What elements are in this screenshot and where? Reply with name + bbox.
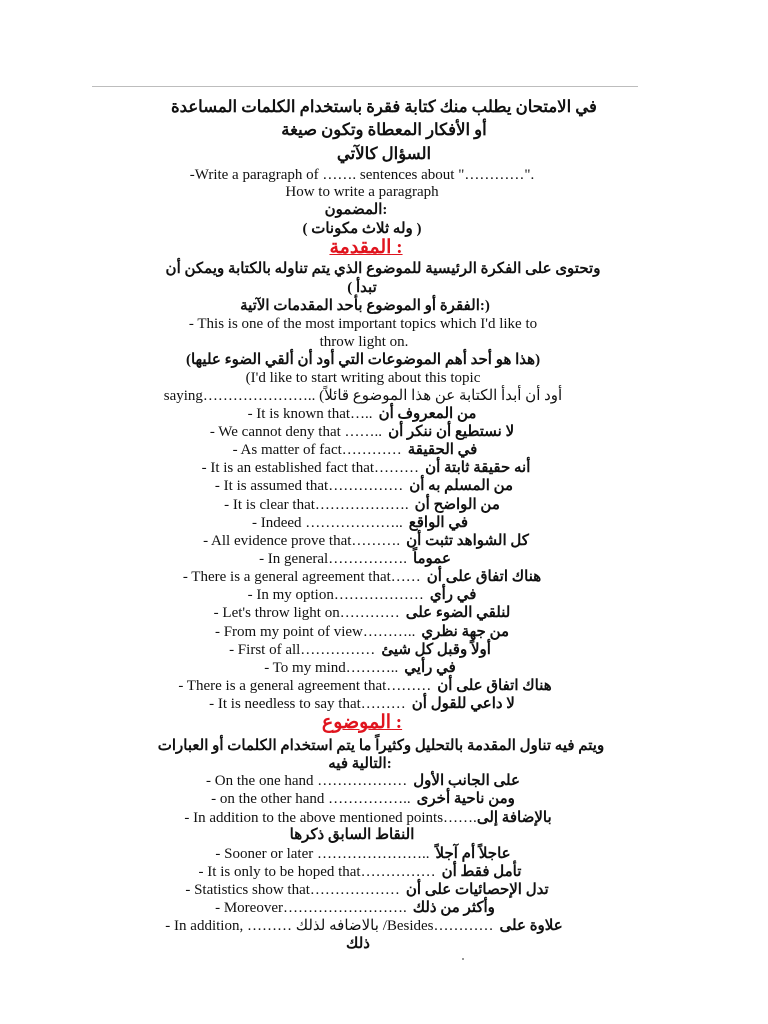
opening-line-1: - This is one of the most important topics which I'd like to bbox=[188, 316, 538, 332]
opening-line-5: saying………………….. (أود أن أبدأ الكتابة عن هذا الموضوع قائلاً bbox=[163, 388, 563, 404]
phrase-row: - It is known that….. من المعروف أن bbox=[247, 406, 477, 422]
phrase-row: - It is an established fact that……… أنه حقيقة ثابتة أن bbox=[201, 460, 531, 476]
intro-line-3: السؤال كالآتي bbox=[336, 144, 432, 163]
phrase-row: - It is clear that………………. من الواضح أن bbox=[224, 497, 500, 513]
body-heading: الموضوع : bbox=[321, 712, 403, 733]
top-divider bbox=[92, 86, 638, 87]
phrase-row: - It is needless to say that……… لا داعي للقول أن bbox=[209, 696, 515, 712]
phrase-row: - All evidence prove that………. كل الشواهد تثبت أن bbox=[203, 533, 529, 549]
question-template: -Write a paragraph of ……. sentences about "…………". bbox=[189, 167, 535, 183]
phrase-row: - Sooner or later ………………….. عاجلاً أم آجلاً bbox=[215, 846, 511, 862]
phrase-continuation: النقاط السابق ذكرها bbox=[289, 827, 415, 843]
phrase-row: - First of all…………… أولاً وقبل كل شيئ bbox=[229, 642, 491, 658]
body-desc-1: ويتم فيه تناول المقدمة بالتحليل وكثيراً ما يتم استخدام الكلمات أو العبارات bbox=[157, 738, 605, 754]
intro-line-2: أو الأفكار المعطاة وتكون صيغة bbox=[281, 120, 487, 139]
phrase-row: - We cannot deny that …….. لا نستطيع أن ننكر أن bbox=[209, 424, 515, 440]
phrase-row: - It is assumed that…………… من المسلم به أن bbox=[214, 478, 514, 494]
intro-line-1: في الامتحان يطلب منك كتابة فقرة باستخدام الكلمات المساعدة bbox=[171, 97, 597, 116]
phrase-row: - In my option……………… في رأي bbox=[247, 587, 477, 603]
phrase-row: - In addition to the above mentioned points…….بالإضافة إلى bbox=[184, 810, 552, 826]
phrase-row: - It is only to be hoped that…………… تأمل فقط أن bbox=[198, 864, 522, 880]
opening-line-3: (هذا هو أحد أهم الموضوعات التي أود أن ألقي الضوء عليها) bbox=[185, 352, 541, 368]
phrase-row: - On the one hand ……………… على الجانب الأول bbox=[206, 773, 520, 789]
intro-heading: المقدمة : bbox=[329, 237, 403, 258]
phrase-row: - In general……………. عموماً bbox=[259, 551, 451, 567]
phrase-row: - Let's throw light on………… لنلقي الضوء على bbox=[213, 605, 511, 621]
intro-desc-1: وتحتوى على الفكرة الرئيسية للموضوع الذي يتم تناوله بالكتابة ويمكن أن bbox=[165, 261, 601, 277]
opening-line-2: throw light on. bbox=[319, 334, 409, 350]
components-note: ( وله ثلاث مكونات ) bbox=[302, 221, 422, 237]
phrase-row: - on the other hand …………….. ومن ناحية أخرى bbox=[211, 791, 515, 807]
intro-desc-2: ( تبدأ bbox=[347, 280, 377, 296]
phrase-row: - In addition, ……… بالاضافه لذلك /Besides………… علاوة على bbox=[165, 918, 563, 934]
phrase-row: - Indeed ……………….. في الواقع bbox=[251, 515, 469, 531]
phrase-row: - From my point of view……….. من جهة نظري bbox=[214, 624, 510, 640]
phrase-row: - As matter of fact………… في الحقيقة bbox=[232, 442, 478, 458]
phrase-row: - Moreover……………………. وأكثر من ذلك bbox=[215, 900, 495, 916]
phrase-row: - To my mind……….. في رأيي bbox=[264, 660, 456, 676]
opening-line-4: (I'd like to start writing about this topic bbox=[245, 370, 481, 386]
phrase-continuation: ذلك bbox=[346, 936, 370, 952]
body-desc-2: التالية فيه: bbox=[328, 756, 392, 772]
phrase-row: - There is a general agreement that……… هناك اتفاق على أن bbox=[178, 678, 552, 694]
content-label: المضمون: bbox=[324, 202, 388, 218]
phrase-row: - Statistics show that……………… تدل الإحصائيات على أن bbox=[185, 882, 549, 898]
phrase-row: - There is a general agreement that…… هناك اتفاق على أن bbox=[182, 569, 542, 585]
speck bbox=[462, 958, 464, 960]
how-to-heading: How to write a paragraph bbox=[285, 184, 439, 200]
intro-desc-3: الفقرة أو الموضوع بأحد المقدمات الآتية:) bbox=[240, 298, 490, 314]
